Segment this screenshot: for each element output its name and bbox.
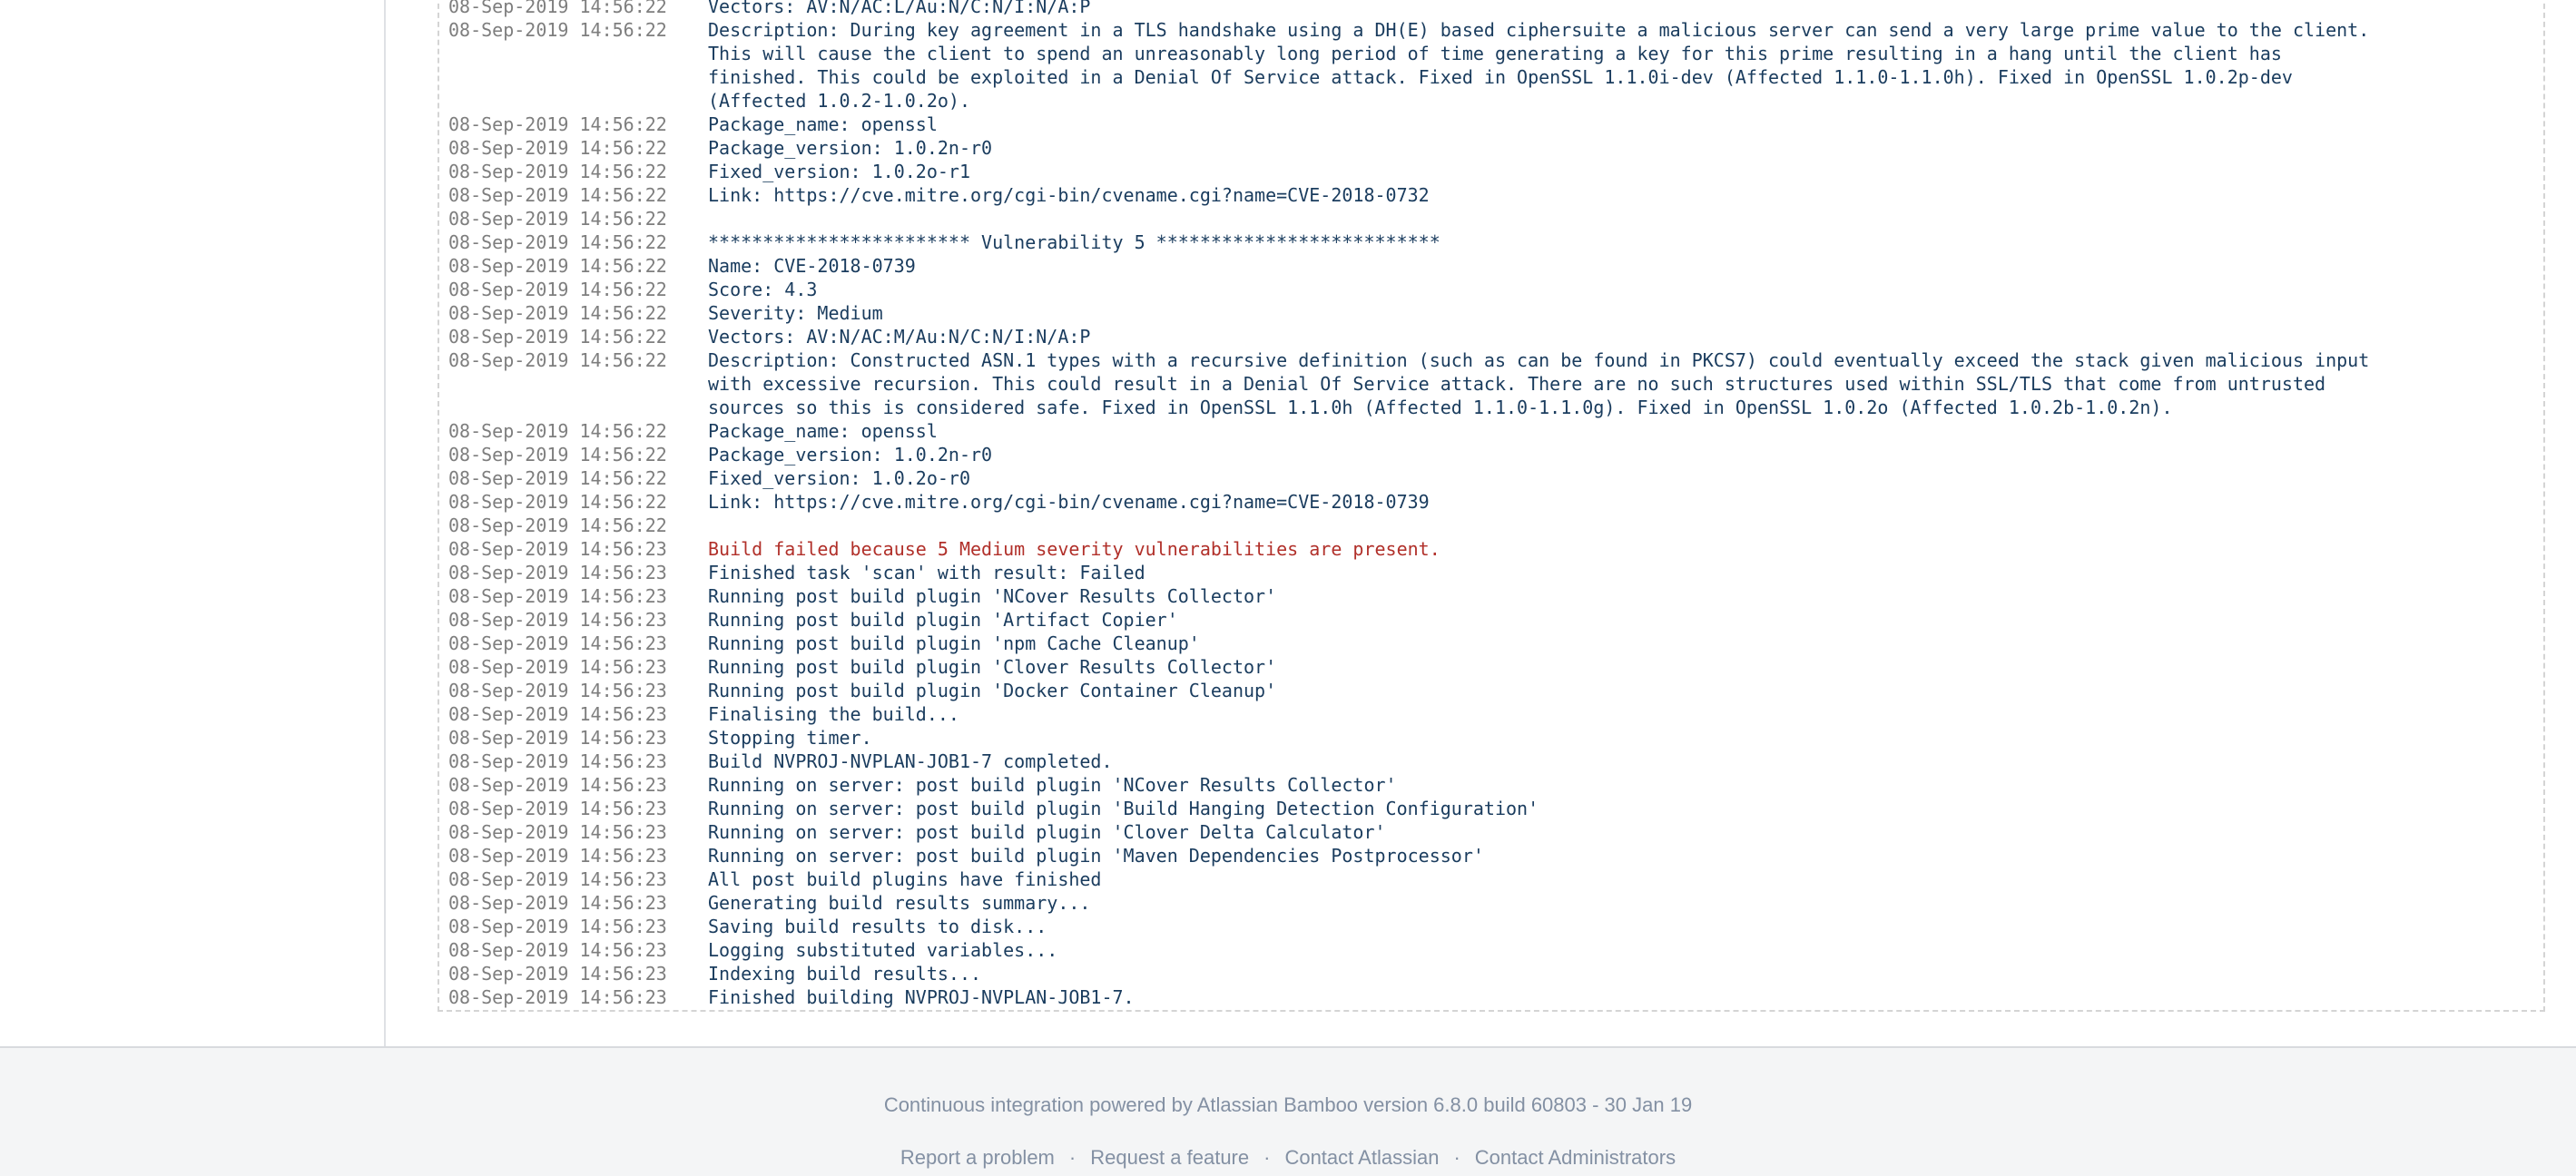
log-timestamp: 08-Sep-2019 14:56:23 xyxy=(448,585,667,607)
log-row xyxy=(448,160,2534,183)
log-timestamp: 08-Sep-2019 14:56:23 xyxy=(448,986,667,1008)
log-message: Vectors: AV:N/AC:L/Au:N/C:N/I:N/A:P xyxy=(708,0,1091,17)
log-timestamp: 08-Sep-2019 14:56:23 xyxy=(448,727,667,749)
log-row xyxy=(448,254,2534,278)
log-row xyxy=(448,655,2534,679)
content-divider xyxy=(384,0,386,1046)
log-row xyxy=(448,985,2534,1009)
log-row xyxy=(448,136,2534,160)
log-row xyxy=(448,797,2534,820)
log-message: Package_version: 1.0.2n-r0 xyxy=(708,137,993,159)
log-timestamp: 08-Sep-2019 14:56:22 xyxy=(448,326,667,348)
log-row xyxy=(448,915,2534,938)
log-timestamp: 08-Sep-2019 14:56:23 xyxy=(448,845,667,867)
log-timestamp: 08-Sep-2019 14:56:22 xyxy=(448,514,667,536)
log-message: All post build plugins have finished xyxy=(708,868,1102,890)
log-message: (Affected 1.0.2-1.0.2o). xyxy=(708,90,970,112)
log-message-error: Build failed because 5 Medium severity vulnerabilities are present. xyxy=(708,538,1440,560)
log-message: Fixed_version: 1.0.2o-r0 xyxy=(708,467,970,489)
log-message: Package_name: openssl xyxy=(708,113,938,135)
log-row xyxy=(448,820,2534,844)
log-message: Package_version: 1.0.2n-r0 xyxy=(708,444,993,466)
log-message: Generating build results summary... xyxy=(708,892,1091,914)
footer-link-separator: · xyxy=(1453,1146,1460,1169)
log-message: This will cause the client to spend an unreasonably long period of time generating a key for this prime resulting in a hang until the client has xyxy=(708,43,2282,64)
log-row xyxy=(448,514,2534,537)
log-message: Running on server: post build plugin 'Clover Delta Calculator' xyxy=(708,821,1386,843)
log-row xyxy=(448,844,2534,867)
log-row xyxy=(448,750,2534,773)
log-timestamp: 08-Sep-2019 14:56:23 xyxy=(448,632,667,654)
log-row xyxy=(448,113,2534,136)
log-row xyxy=(448,419,2534,443)
log-timestamp xyxy=(448,42,708,65)
log-row xyxy=(448,773,2534,797)
log-message: Running on server: post build plugin 'NCover Results Collector' xyxy=(708,774,1397,796)
log-timestamp: 08-Sep-2019 14:56:22 xyxy=(448,302,667,324)
log-row xyxy=(448,18,2534,42)
log-message: Saving build results to disk... xyxy=(708,916,1047,937)
log-message: Description: Constructed ASN.1 types with a recursive definition (such as can be found in PKCS7) could eventually exceed the stack given malicious input xyxy=(708,349,2370,371)
log-timestamp: 08-Sep-2019 14:56:22 xyxy=(448,279,667,300)
log-timestamp xyxy=(448,65,708,89)
log-message: Running post build plugin 'NCover Results Collector' xyxy=(708,585,1277,607)
log-timestamp: 08-Sep-2019 14:56:23 xyxy=(448,656,667,678)
log-message: with excessive recursion. This could result in a Denial Of Service attack. There are no such structures used within SSL/TLS that come from untrusted xyxy=(708,373,2326,395)
log-row xyxy=(448,962,2534,985)
build-log xyxy=(438,0,2545,1012)
log-timestamp: 08-Sep-2019 14:56:23 xyxy=(448,609,667,631)
log-row xyxy=(448,679,2534,702)
log-timestamp: 08-Sep-2019 14:56:22 xyxy=(448,231,667,253)
log-message: Description: During key agreement in a TLS handshake using a DH(E) based ciphersuite a malicious server can send a very large prime value to the client. xyxy=(708,19,2370,41)
log-timestamp: 08-Sep-2019 14:56:22 xyxy=(448,349,667,371)
log-row xyxy=(448,325,2534,348)
log-timestamp xyxy=(448,396,708,419)
log-message: Running on server: post build plugin 'Build Hanging Detection Configuration' xyxy=(708,798,1539,819)
log-timestamp: 08-Sep-2019 14:56:22 xyxy=(448,0,667,17)
log-message: Name: CVE-2018-0739 xyxy=(708,255,916,277)
log-row xyxy=(448,230,2534,254)
log-timestamp: 08-Sep-2019 14:56:23 xyxy=(448,703,667,725)
log-message: Finished building NVPROJ-NVPLAN-JOB1-7. xyxy=(708,986,1135,1008)
log-row xyxy=(448,0,2534,18)
log-row xyxy=(448,867,2534,891)
log-message: Running post build plugin 'Docker Container Cleanup' xyxy=(708,680,1277,701)
log-row xyxy=(448,89,2534,113)
log-timestamp: 08-Sep-2019 14:56:22 xyxy=(448,113,667,135)
log-row xyxy=(448,65,2534,89)
log-timestamp: 08-Sep-2019 14:56:23 xyxy=(448,774,667,796)
footer-link-separator: · xyxy=(1068,1146,1077,1169)
log-timestamp: 08-Sep-2019 14:56:23 xyxy=(448,562,667,583)
log-timestamp: 08-Sep-2019 14:56:23 xyxy=(448,798,667,819)
log-timestamp xyxy=(448,89,708,113)
log-timestamp: 08-Sep-2019 14:56:22 xyxy=(448,420,667,442)
log-timestamp: 08-Sep-2019 14:56:23 xyxy=(448,963,667,985)
log-timestamp: 08-Sep-2019 14:56:23 xyxy=(448,538,667,560)
log-row xyxy=(448,561,2534,584)
log-row xyxy=(448,490,2534,514)
log-row xyxy=(448,584,2534,608)
log-row xyxy=(448,396,2534,419)
log-timestamp: 08-Sep-2019 14:56:22 xyxy=(448,491,667,513)
log-message: Severity: Medium xyxy=(708,302,883,324)
log-row xyxy=(448,183,2534,207)
log-timestamp: 08-Sep-2019 14:56:23 xyxy=(448,680,667,701)
log-row xyxy=(448,207,2534,230)
log-row xyxy=(448,608,2534,632)
log-row xyxy=(448,301,2534,325)
log-row xyxy=(448,466,2534,490)
log-timestamp: 08-Sep-2019 14:56:22 xyxy=(448,137,667,159)
log-row xyxy=(448,372,2534,396)
log-row xyxy=(448,702,2534,726)
log-timestamp: 08-Sep-2019 14:56:23 xyxy=(448,868,667,890)
log-message: Running post build plugin 'Clover Results Collector' xyxy=(708,656,1277,678)
footer-link-contact-atlassian[interactable]: Contact Atlassian xyxy=(1284,1146,1440,1169)
log-message: Build NVPROJ-NVPLAN-JOB1-7 completed. xyxy=(708,750,1113,772)
log-row xyxy=(448,278,2534,301)
log-message: Finalising the build... xyxy=(708,703,959,725)
log-message: Running post build plugin 'npm Cache Cleanup' xyxy=(708,632,1200,654)
log-message: ************************ Vulnerability 5 ************************** xyxy=(708,231,1440,253)
log-message: Vectors: AV:N/AC:M/Au:N/C:N/I:N/A:P xyxy=(708,326,1091,348)
footer-version-text: Continuous integration powered by Atlassian Bamboo version 6.8.0 build 60803 - 30 Jan 19 xyxy=(883,1093,1693,1116)
log-timestamp xyxy=(448,372,708,396)
log-timestamp: 08-Sep-2019 14:56:23 xyxy=(448,916,667,937)
log-message: Fixed_version: 1.0.2o-r1 xyxy=(708,161,970,182)
log-message: finished. This could be exploited in a Denial Of Service attack. Fixed in OpenSSL 1.1.0i-dev (Affected 1.1.0-1.1.0h). Fixed in OpenSSL 1.0.2p-dev xyxy=(708,66,2293,88)
log-row xyxy=(448,632,2534,655)
footer-link-report-a-problem[interactable]: Report a problem xyxy=(900,1146,1055,1169)
footer-link-separator: · xyxy=(1263,1146,1271,1169)
log-message: Finished task 'scan' with result: Failed xyxy=(708,562,1145,583)
log-timestamp: 08-Sep-2019 14:56:23 xyxy=(448,750,667,772)
log-row xyxy=(448,443,2534,466)
log-timestamp: 08-Sep-2019 14:56:22 xyxy=(448,19,667,41)
log-message: Running post build plugin 'Artifact Copier' xyxy=(708,609,1178,631)
footer-link-contact-administrators[interactable]: Contact Administrators xyxy=(1474,1146,1676,1169)
log-message: Link: https://cve.mitre.org/cgi-bin/cvename.cgi?name=CVE-2018-0732 xyxy=(708,184,1430,206)
log-row xyxy=(448,348,2534,372)
log-row xyxy=(448,938,2534,962)
log-timestamp: 08-Sep-2019 14:56:23 xyxy=(448,939,667,961)
log-message: Logging substituted variables... xyxy=(708,939,1058,961)
log-timestamp: 08-Sep-2019 14:56:22 xyxy=(448,161,667,182)
log-row xyxy=(448,891,2534,915)
log-message: sources so this is considered safe. Fixed in OpenSSL 1.1.0h (Affected 1.1.0-1.1.0g). Fixed in OpenSSL 1.0.2o (Affected 1.0.2b-1.0.2n). xyxy=(708,397,2173,418)
log-timestamp: 08-Sep-2019 14:56:22 xyxy=(448,255,667,277)
log-timestamp: 08-Sep-2019 14:56:22 xyxy=(448,184,667,206)
log-message: Link: https://cve.mitre.org/cgi-bin/cvename.cgi?name=CVE-2018-0739 xyxy=(708,491,1430,513)
footer xyxy=(0,1046,2576,1176)
log-row xyxy=(448,537,2534,561)
log-row xyxy=(448,726,2534,750)
log-timestamp: 08-Sep-2019 14:56:23 xyxy=(448,892,667,914)
footer-links xyxy=(0,1146,2576,1170)
log-row xyxy=(448,42,2534,65)
log-message: Running on server: post build plugin 'Maven Dependencies Postprocessor' xyxy=(708,845,1484,867)
log-message: Score: 4.3 xyxy=(708,279,818,300)
log-message: Package_name: openssl xyxy=(708,420,938,442)
log-timestamp: 08-Sep-2019 14:56:22 xyxy=(448,444,667,466)
log-message: Indexing build results... xyxy=(708,963,982,985)
log-timestamp: 08-Sep-2019 14:56:23 xyxy=(448,821,667,843)
log-message: Stopping timer. xyxy=(708,727,872,749)
footer-link-request-a-feature[interactable]: Request a feature xyxy=(1090,1146,1250,1169)
log-timestamp: 08-Sep-2019 14:56:22 xyxy=(448,208,667,230)
log-timestamp: 08-Sep-2019 14:56:22 xyxy=(448,467,667,489)
